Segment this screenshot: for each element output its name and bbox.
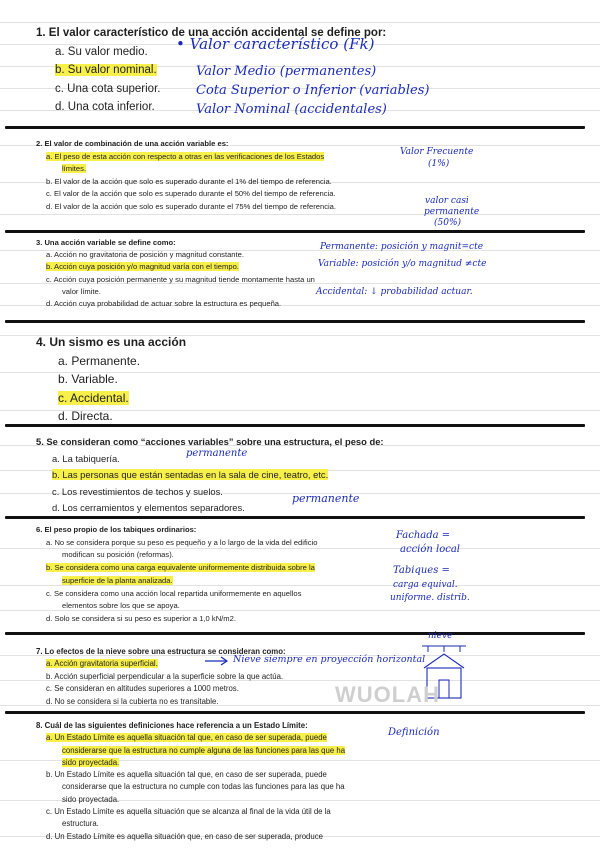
q3-option-d: d. Acción cuya probabilidad de actuar sobre la estructura es pequeña. — [46, 299, 282, 309]
q6-option-a-cont: modifican su posición (reformas). — [62, 550, 174, 560]
question-2 — [36, 138, 336, 214]
q6-note-5: uniforme. distrib. — [390, 593, 470, 603]
q2-option-d: d. El valor de la acción que solo es superado durante el 75% del tiempo de referencia. — [46, 201, 337, 211]
q6-note-3: Tabiques = — [393, 565, 450, 576]
section-divider — [5, 516, 585, 519]
q8-option-a-cont-1: considerarse que la estructura no cumple alguna de las funciones para las que ha — [62, 745, 346, 755]
q7-note-nieve: nieve — [428, 631, 453, 641]
q3-note-3: Accidental: ↓ probabilidad actuar. — [316, 287, 473, 297]
q1-note-3: Cota Superior o Inferior (variables) — [196, 83, 430, 98]
q8-option-a-cont-2: sido proyectada. — [62, 757, 120, 767]
q2-option-c: c. El valor de la acción que solo es superado durante el 50% del tiempo de referencia. — [46, 189, 336, 199]
q6-option-d: d. Solo se considera si su peso es superior a 1,0 kN/m2. — [46, 613, 236, 623]
q4-option-d: d. Directa. — [58, 409, 113, 424]
section-divider — [5, 230, 585, 233]
q7-option-c: c. Se consideran en altitudes superiores a 1000 metros. — [46, 684, 239, 694]
q8-option-b: b. Un Estado Límite es aquella situación tal que, en caso de ser superada, puede — [46, 770, 327, 780]
q8-option-c-cont: estructura. — [62, 819, 99, 829]
q4-option-a: a. Permanente. — [58, 353, 141, 368]
q2-note-5: (50%) — [434, 218, 462, 228]
q5-option-c: c. Los revestimientos de techos y suelos. — [52, 485, 223, 497]
q1-option-d: d. Una cota inferior. — [55, 101, 155, 113]
q3-option-c-cont: valor límite. — [62, 286, 101, 296]
question-5-title: 5. Se consideran como “acciones variables” sobre una estructura, el peso de: — [36, 436, 384, 447]
q1-note-1: • Valor característico (Fk) — [176, 35, 375, 53]
q6-note-2: acción local — [400, 544, 460, 555]
q7-option-a: a. Acción gravitatoria superficial. — [46, 659, 158, 669]
question-4-title: 4. Un sismo es una acción — [36, 335, 187, 349]
watermark-logo: WUOLAH — [335, 682, 440, 707]
section-divider — [5, 632, 585, 635]
question-6 — [36, 524, 317, 626]
q1-note-4: Valor Nominal (accidentales) — [196, 102, 387, 117]
question-2-title: 2. El valor de combinación de una acción variable es: — [36, 139, 229, 148]
q3-note-1: Permanente: posición y magnit=cte — [320, 242, 484, 252]
q5-note-1: permanente — [186, 448, 248, 459]
q1-option-b: b. Su valor nominal. — [55, 64, 157, 76]
q2-option-b: b. El valor de la acción que solo es superado durante el 1% del tiempo de referencia. — [46, 176, 332, 186]
q4-option-c: c. Accidental. — [58, 390, 129, 405]
section-divider — [5, 320, 585, 323]
q1-note-2: Valor Medio (permanentes) — [196, 64, 377, 79]
q8-option-b-cont-2: sido proyectada. — [62, 794, 120, 804]
q1-option-c: c. Una cota superior. — [55, 82, 161, 95]
q6-option-c: c. Se considera como una acción local repartida uniformemente en aquellos — [46, 588, 302, 598]
arrow-icon — [204, 656, 230, 666]
q8-option-c: c. Un Estado Límite es aquella situación que se alcanza al final de la vida útil de la — [46, 807, 331, 817]
q5-option-a: a. La tabiquería. — [52, 452, 120, 464]
q3-option-b: b. Acción cuya posición y/o magnitud varía con el tiempo. — [46, 262, 239, 272]
q8-option-b-cont-1: considerarse que la estructura no cumple con todas las funciones para las que ha — [62, 782, 345, 792]
question-8 — [36, 720, 345, 843]
section-divider — [5, 711, 585, 714]
q2-note-4: permanente — [424, 207, 480, 217]
question-3-title: 3. Una acción variable se define como: — [36, 238, 176, 247]
question-4 — [36, 333, 186, 426]
q2-option-a-cont: límites. — [62, 164, 87, 174]
question-1-title: 1. El valor característico de una acción accidental se define por: — [36, 27, 387, 39]
q5-option-b: b. Las personas que están sentadas en la sala de cine, teatro, etc. — [52, 469, 329, 481]
q8-option-a: a. Un Estado Límite es aquella situación tal que, en caso de ser superada, puede — [46, 733, 327, 743]
section-divider — [5, 126, 585, 129]
q6-option-b-cont: superficie de la planta analizada. — [62, 575, 173, 585]
q3-note-2: Variable: posición y/o magnitud ≠cte — [318, 259, 487, 269]
q6-option-c-cont: elementos sobre los que se apoya. — [62, 601, 180, 611]
q3-option-a: a. Acción no gravitatoria de posición y magnitud constante. — [46, 250, 244, 260]
q6-note-1: Fachada = — [396, 530, 451, 541]
q5-option-d: d. Los cerramientos y elementos separadores. — [52, 502, 245, 514]
q7-note-proyeccion: Nieve siempre en proyección horizontal — [233, 654, 426, 665]
q6-option-a: a. No se considera porque su peso es pequeño y a lo largo de la vida del edificio — [46, 537, 318, 547]
q8-option-d: d. Un Estado Límite es aquella situación que, en caso de ser superada, produce — [46, 831, 323, 841]
q8-note-1: Definición — [388, 727, 440, 738]
q5-note-2: permanente — [292, 492, 360, 505]
question-3 — [36, 237, 315, 310]
q2-note-1: Valor Frecuente — [400, 147, 474, 157]
question-8-title: 8. Cuál de las siguientes definiciones hace referencia a un Estado Límite: — [36, 721, 308, 730]
q2-option-a: a. El peso de esta acción con respecto a otras en las verificaciones de los Estados — [46, 151, 325, 161]
q2-note-3: valor casi — [425, 196, 469, 206]
question-6-title: 6. El peso propio de los tabiques ordinarios: — [36, 525, 197, 534]
q3-option-c: c. Acción cuya posición permanente y su magnitud tiende montamente hasta un — [46, 274, 315, 284]
section-divider — [5, 424, 585, 427]
q6-note-4: carga equival. — [393, 580, 458, 590]
q1-option-a: a. Su valor medio. — [55, 45, 148, 58]
q4-option-b: b. Variable. — [58, 372, 118, 387]
q6-option-b: b. Se considera como una carga equivalente uniformemente distribuida sobre la — [46, 563, 315, 573]
q7-option-b: b. Acción superficial perpendicular a la superficie sobre la que actúa. — [46, 671, 284, 681]
q7-option-d: d. No se considera si la cubierta no es transitable. — [46, 696, 219, 706]
question-7-title: 7. Lo efectos de la nieve sobre una estructura se consideran como: — [36, 647, 286, 656]
q2-note-2: (1%) — [428, 159, 450, 169]
